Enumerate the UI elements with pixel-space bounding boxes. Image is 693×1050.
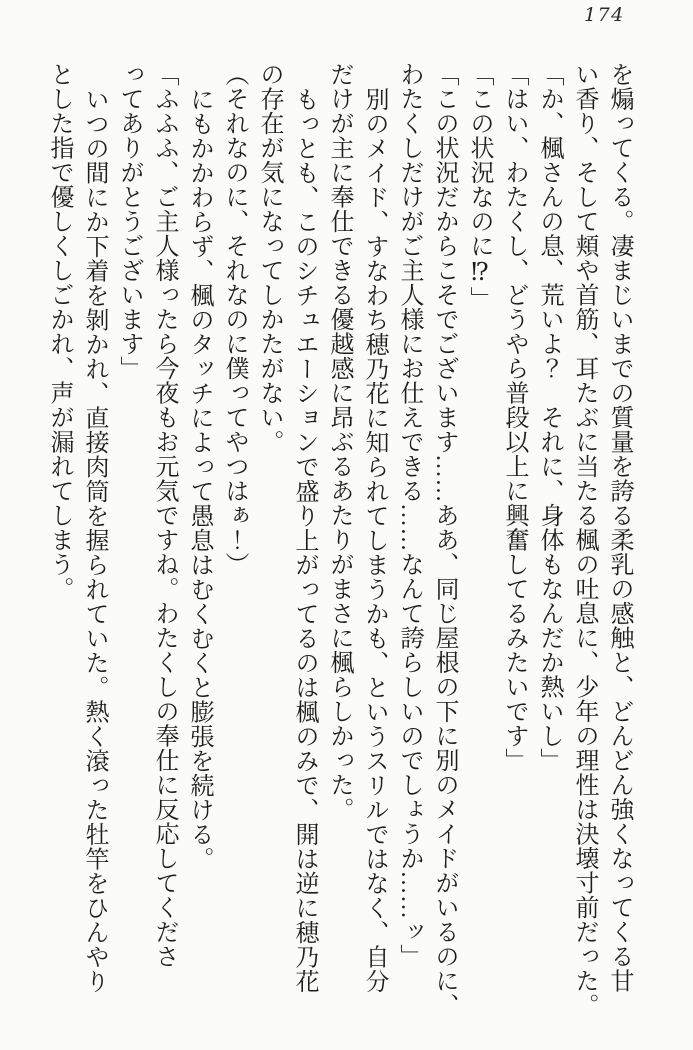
- text-line: を煽ってくる。凄まじいまでの質量を誇る柔乳の感触と、どんどん強くなってくる甘: [606, 62, 632, 993]
- text-line: い香り、そして頬や首筋、耳たぶに当たる楓の吐息に、少年の理性は決壊寸前だった。: [571, 62, 597, 1018]
- text-line: の存在が気になってしかたがない。: [256, 62, 282, 454]
- text-line: にもかかわらず、楓のタッチによって愚息はむくむくと膨張を続ける。: [186, 86, 212, 871]
- page-number: 174: [584, 4, 625, 26]
- text-line: 「この状況なのに⁉」: [466, 62, 492, 311]
- text-line: だけが主に奉仕できる優越感に昂ぶるあたりがまさに楓らしかった。: [326, 62, 352, 822]
- text-line: 「はい、わたくし、どうやら普段以上に興奮してるみたいです」: [501, 62, 527, 773]
- text-line: 別のメイド、すなわち穂乃花に知られてしまうかも、というスリルではなく、自分: [361, 86, 387, 993]
- text-line: とした指で優しくしごかれ、声が漏れてしまう。: [46, 62, 72, 601]
- text-line: わたくしだけがご主人様にお仕えできる……なんて誇らしいのでしょうか……ッ」: [396, 62, 422, 969]
- text-line: 「か、楓さんの息、荒いよ？ それに、身体もなんだか熱いし」: [536, 62, 562, 773]
- text-line: いつの間にか下着を剝かれ、直接肉筒を握られていた。熱く滾った牡竿をひんやり: [81, 86, 107, 993]
- text-line: もっとも、このシチュエーションで盛り上がってるのは楓のみで、開は逆に穂乃花: [291, 86, 317, 993]
- text-line: 「ふふふ、ご主人様ったら今夜もお元気ですね。わたくしの奉仕に反応してくださ: [151, 62, 177, 969]
- text-line: 「この状況だからこそでございます……ああ、同じ屋根の下に別のメイドがいるのに、: [431, 62, 457, 1018]
- vertical-text-block: [41, 62, 636, 1018]
- text-line: ってありがとうございます」: [116, 62, 142, 381]
- text-line: （それなのに、それなのに僕ってやつはぁ！）: [221, 62, 247, 577]
